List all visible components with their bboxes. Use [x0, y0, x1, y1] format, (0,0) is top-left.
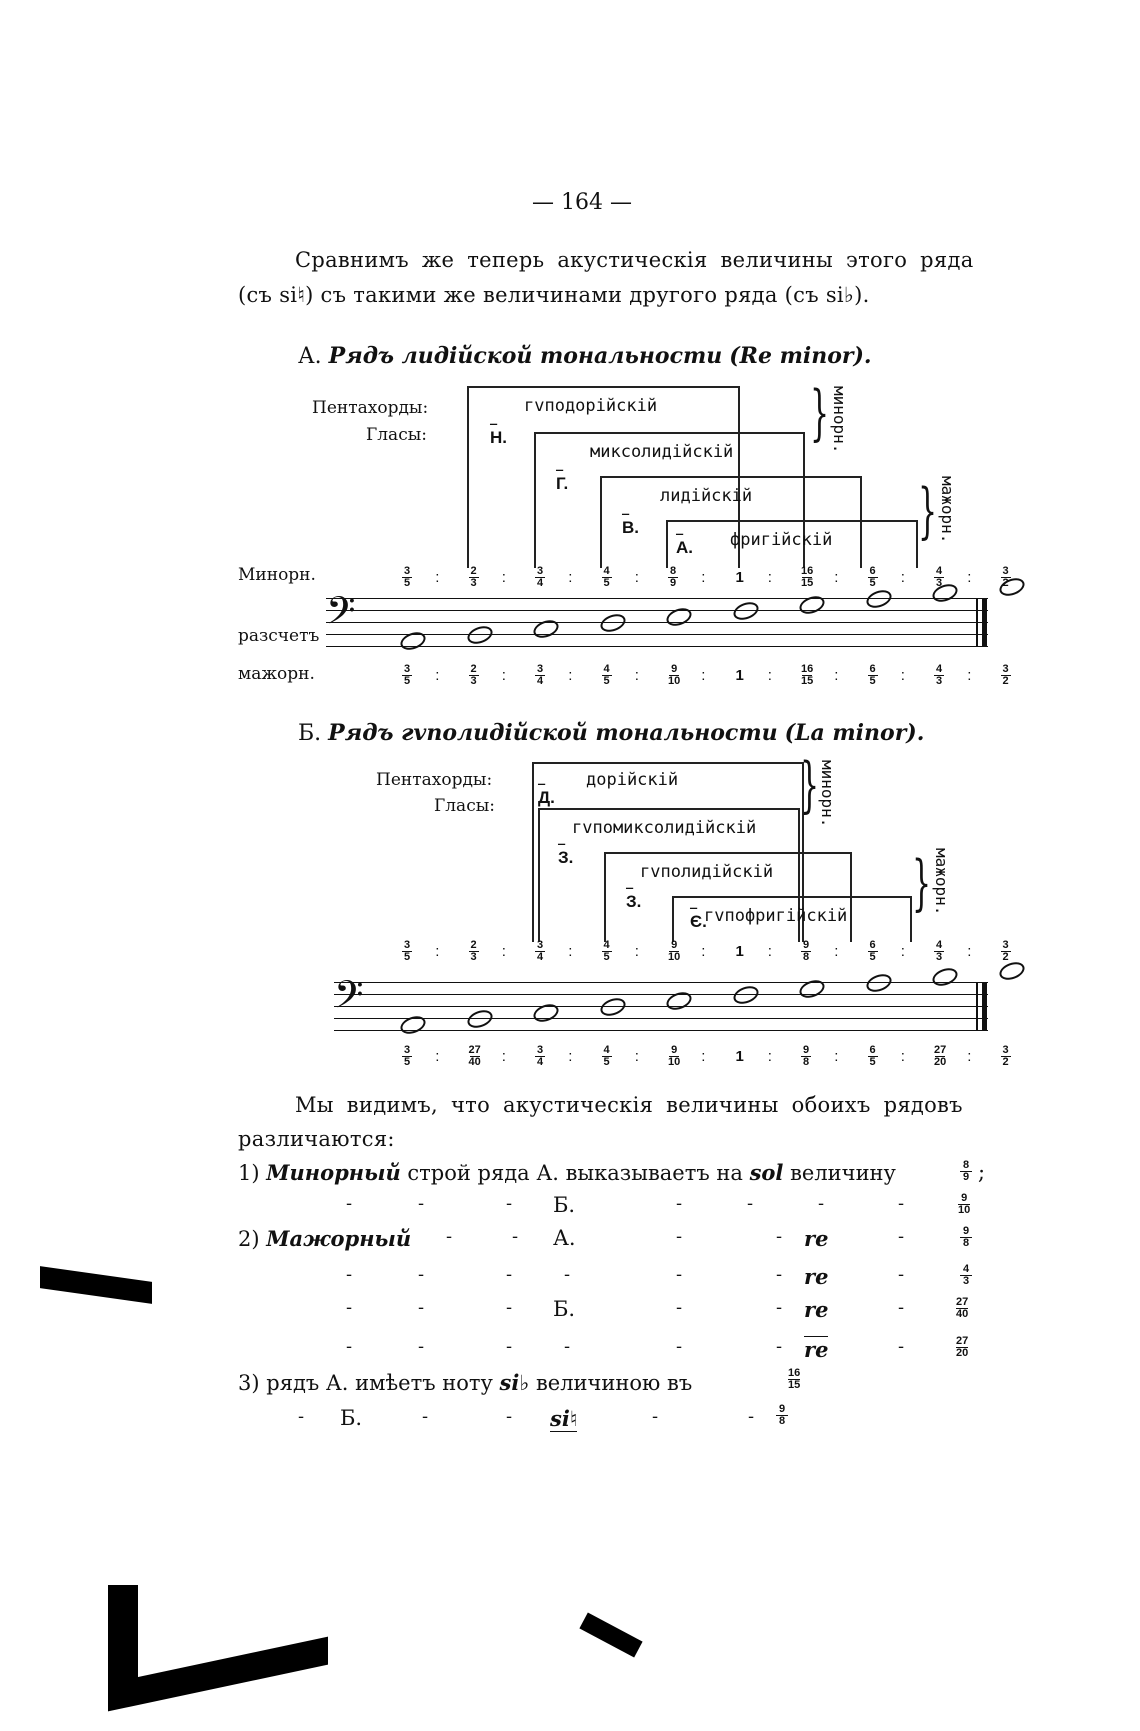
section-b-minor-separator: : — [568, 943, 573, 960]
ditto-dash: - — [898, 1297, 905, 1318]
section-a-brace-major: } — [918, 476, 938, 546]
section-b-glas-1: ‒ Д. — [538, 788, 555, 808]
section-b-box-1-label: дорійскій — [586, 770, 679, 790]
item-2-letter: А. — [553, 1226, 576, 1250]
section-a-minor-ratio: 2 3 — [470, 565, 477, 589]
section-b-pentachords-label: Пентахорды: — [376, 770, 493, 790]
item-3-text2: величиною въ — [535, 1371, 693, 1395]
section-b-minor-ratio: 9 10 — [668, 939, 681, 963]
section-b-minor-separator: : — [967, 943, 972, 960]
section-a-box-3-label: лидійскій — [660, 486, 753, 506]
section-a-minor-separator: : — [435, 569, 440, 586]
item-1b-letter: Б. — [553, 1193, 576, 1217]
ditto-dash: - — [506, 1406, 513, 1427]
item-2-number: 2) — [238, 1227, 260, 1251]
item-1-fraction: 8 9 — [960, 1160, 972, 1183]
item-1b-fraction: 9 10 — [958, 1192, 971, 1216]
section-a-major-ratio: 1 — [735, 667, 744, 684]
bass-clef-icon: 𝄢 — [334, 972, 364, 1026]
ditto-dash: - — [346, 1264, 353, 1285]
section-b-glas-3: ‒ З. — [626, 892, 641, 912]
ditto-dash: - — [418, 1193, 425, 1214]
section-b-major-separator: : — [834, 1048, 839, 1065]
section-a-major-separator: : — [701, 667, 706, 684]
ditto-dash: - — [676, 1193, 683, 1214]
section-a-major-ratio: 3 5 — [403, 663, 411, 687]
section-a-glas-4: ‒ А. — [676, 538, 693, 558]
section-a-staff — [326, 588, 988, 654]
section-b-major-ratio: 3 5 — [403, 1044, 411, 1068]
intro-line-2: (съ si♮) съ такими же величинами другого ряда (съ si♭). — [238, 283, 870, 307]
section-b-box-3-label: гvполидійскій — [640, 862, 774, 882]
item-3-note: si♭ — [499, 1370, 530, 1395]
ditto-dash: - — [676, 1297, 683, 1318]
section-a-minor-ratio: 3 4 — [536, 565, 544, 589]
item-2-term: Мажорный — [266, 1226, 412, 1251]
item-1-semicolon: ; — [978, 1160, 986, 1184]
item-2-fraction: 9 8 — [960, 1226, 972, 1249]
item-2b-note: re — [804, 1264, 829, 1289]
bass-clef-icon: 𝄢 — [326, 588, 356, 642]
section-a-minor-separator: : — [501, 569, 506, 586]
section-a-major-ratio: 3 4 — [536, 663, 544, 687]
ditto-dash: - — [346, 1193, 353, 1214]
section-b-minor-ratio: 4 5 — [603, 939, 610, 963]
section-b-major-separator: : — [435, 1048, 440, 1065]
intro-line-1: Сравнимъ же теперь акустическія величины этого ряда — [295, 248, 974, 272]
section-b-brace-major: } — [912, 848, 932, 918]
section-a-minor-ratio: 1 — [735, 569, 744, 586]
section-b-minor-separator: : — [634, 943, 639, 960]
item-2 — [238, 1226, 411, 1251]
scan-artifact — [579, 1612, 642, 1657]
section-b-brace-minor-label: минорн. — [818, 760, 837, 828]
section-b-staff — [334, 972, 988, 1038]
ditto-dash: - — [512, 1226, 519, 1247]
section-a-brace-minor-label: минорн. — [830, 386, 849, 454]
ditto-dash: - — [298, 1406, 305, 1427]
section-b-glas-4: ‒ Є. — [690, 912, 707, 932]
ditto-dash: - — [776, 1336, 783, 1357]
section-a-key: (Re minor). — [729, 343, 872, 369]
item-2d-note: re — [804, 1337, 829, 1362]
ditto-dash: - — [446, 1226, 453, 1247]
section-b-major-separator: : — [967, 1048, 972, 1065]
section-b-major-ratio: 9 8 — [802, 1044, 810, 1068]
item-1 — [238, 1160, 896, 1185]
section-b-major-ratio: 9 10 — [668, 1044, 681, 1068]
item-1-text: строй ряда А. выказываетъ на — [407, 1161, 743, 1185]
section-a-major-label: мажорн. — [238, 664, 315, 684]
section-b-minor-ratio: 2 3 — [470, 939, 477, 963]
item-3b-note: si♮ — [550, 1406, 578, 1431]
section-a-minor-ratio: 3 5 — [403, 565, 411, 589]
section-b-minor-ratio: 3 4 — [536, 939, 544, 963]
scan-artifact — [40, 1266, 152, 1304]
ditto-dash: - — [676, 1336, 683, 1357]
item-2b-fraction: 4 3 — [960, 1264, 972, 1287]
section-b-brace-minor: } — [800, 750, 820, 820]
ditto-dash: - — [422, 1406, 429, 1427]
section-a-minor-ratio: 6 5 — [869, 565, 876, 589]
section-b-minor-ratio: 9 8 — [802, 939, 810, 963]
section-b-major-separator: : — [701, 1048, 706, 1065]
section-b-major-separator: : — [501, 1048, 506, 1065]
section-b-title: Рядъ гvполидійской тональности — [328, 720, 778, 746]
section-a-prefix: А. — [298, 344, 322, 369]
section-b-minor-separator: : — [435, 943, 440, 960]
ditto-dash: - — [898, 1264, 905, 1285]
item-3-text1: рядъ А. имѣетъ ноту — [266, 1371, 493, 1395]
ditto-dash: - — [818, 1193, 825, 1214]
section-a-minor-separator: : — [834, 569, 839, 586]
item-3b-letter: Б. — [340, 1406, 363, 1430]
section-b-minor-separator: : — [501, 943, 506, 960]
section-a-pentachords-label: Пентахорды: — [312, 398, 429, 418]
section-a-major-separator: : — [568, 667, 573, 684]
ditto-dash: - — [776, 1226, 783, 1247]
section-a-major-separator: : — [767, 667, 772, 684]
ditto-dash: - — [564, 1264, 571, 1285]
ditto-dash: - — [776, 1264, 783, 1285]
item-2d-fraction: 27 20 — [956, 1335, 969, 1359]
item-2c-fraction: 27 40 — [956, 1296, 969, 1320]
page-number: — 164 — — [532, 190, 632, 215]
ditto-dash: - — [346, 1297, 353, 1318]
section-a-minor-separator: : — [900, 569, 905, 586]
item-2-note: re — [804, 1226, 829, 1251]
ditto-dash: - — [652, 1406, 659, 1427]
ditto-dash: - — [418, 1336, 425, 1357]
section-a-glas-3: ‒ В. — [622, 518, 639, 538]
section-a-glas-1: ‒ Н. — [490, 428, 507, 448]
section-b-box-2-label: гvпомиксолидійскій — [572, 818, 757, 838]
section-b-major-separator: : — [900, 1048, 905, 1065]
section-a-major-ratio: 6 5 — [869, 663, 876, 687]
section-b-major-ratio: 3 2 — [1002, 1044, 1009, 1068]
section-a-box-4-label: фригійскій — [730, 530, 833, 550]
section-b-key: (La minor). — [784, 720, 925, 746]
ditto-dash: - — [676, 1226, 683, 1247]
item-3 — [238, 1370, 692, 1395]
section-b-brace-major-label: мажорн. — [932, 848, 951, 916]
section-a-major-ratio: 4 5 — [603, 663, 610, 687]
section-b-major-ratio: 27 20 — [934, 1044, 947, 1068]
section-a-minor-ratio: 3 2 — [1002, 565, 1009, 589]
ditto-dash: - — [506, 1264, 513, 1285]
ditto-dash: - — [676, 1264, 683, 1285]
section-a-minor-separator: : — [967, 569, 972, 586]
section-a-major-separator: : — [900, 667, 905, 684]
item-3-number: 3) — [238, 1371, 260, 1395]
section-a-calc-label: разсчетъ — [238, 626, 320, 646]
section-a-heading — [298, 343, 872, 369]
conclusion-line-1: Мы видимъ, что акустическія величины обоихъ рядовъ — [295, 1093, 963, 1117]
ditto-dash: - — [346, 1336, 353, 1357]
section-a-major-ratio: 3 2 — [1002, 663, 1009, 687]
ditto-dash: - — [898, 1193, 905, 1214]
section-a-minor-label: Минорн. — [238, 565, 316, 585]
ditto-dash: - — [506, 1193, 513, 1214]
section-b-minor-ratio: 3 2 — [1002, 939, 1009, 963]
section-b-major-ratio: 27 40 — [468, 1044, 481, 1068]
section-b-heading — [298, 720, 924, 746]
section-a-glasy-label: Гласы: — [366, 425, 427, 445]
section-a-minor-ratio: 4 5 — [603, 565, 610, 589]
ditto-dash: - — [898, 1226, 905, 1247]
section-a-glas-2: ‒ Г. — [556, 474, 568, 494]
section-b-minor-ratio: 6 5 — [869, 939, 876, 963]
section-a-minor-ratio: 8 9 — [669, 565, 677, 589]
scan-artifact — [108, 1637, 328, 1712]
section-a-minor-separator: : — [634, 569, 639, 586]
section-b-major-separator: : — [634, 1048, 639, 1065]
section-b-minor-ratio: 3 5 — [403, 939, 411, 963]
section-a-minor-ratio: 16 15 — [801, 565, 814, 589]
section-a-title: Рядъ лидійской тональности — [328, 343, 723, 369]
section-a-brace-major-label: мажорн. — [938, 476, 957, 544]
section-a-minor-separator: : — [568, 569, 573, 586]
ditto-dash: - — [506, 1336, 513, 1357]
item-2c-note: re — [804, 1297, 829, 1322]
section-b-major-separator: : — [767, 1048, 772, 1065]
section-a-box-2-label: миксолидійскій — [590, 442, 734, 462]
section-b-minor-separator: : — [767, 943, 772, 960]
section-b-major-ratio: 4 5 — [603, 1044, 610, 1068]
section-b-minor-separator: : — [701, 943, 706, 960]
section-b-box-4-label: гvпофригійскій — [704, 906, 848, 926]
ditto-dash: - — [776, 1297, 783, 1318]
section-b-major-separator: : — [568, 1048, 573, 1065]
section-a-brace-minor: } — [810, 378, 830, 448]
item-1-number: 1) — [238, 1161, 260, 1185]
section-b-minor-ratio: 1 — [735, 943, 744, 960]
ditto-dash: - — [748, 1406, 755, 1427]
section-b-glasy-label: Гласы: — [434, 796, 495, 816]
section-b-major-ratio: 1 — [735, 1048, 744, 1065]
section-b-minor-separator: : — [834, 943, 839, 960]
section-a-box-1-label: гvподорійскій — [524, 396, 658, 416]
conclusion-line-2: различаются: — [238, 1127, 395, 1151]
item-3-fraction: 16 15 — [788, 1367, 801, 1391]
section-b-major-ratio: 6 5 — [869, 1044, 876, 1068]
item-1-rest: величину — [790, 1161, 896, 1185]
section-a-major-ratio: 4 3 — [935, 663, 943, 687]
ditto-dash: - — [418, 1297, 425, 1318]
section-a-minor-ratio: 4 3 — [935, 565, 943, 589]
ditto-dash: - — [747, 1193, 754, 1214]
section-a-minor-separator: : — [701, 569, 706, 586]
ditto-dash: - — [564, 1336, 571, 1357]
section-a-major-ratio: 9 10 — [668, 663, 681, 687]
section-b-prefix: Б. — [298, 721, 322, 746]
section-b-minor-separator: : — [900, 943, 905, 960]
section-a-major-separator: : — [967, 667, 972, 684]
ditto-dash: - — [506, 1297, 513, 1318]
section-b-major-ratio: 3 4 — [536, 1044, 544, 1068]
item-2c-letter: Б. — [553, 1297, 576, 1321]
section-a-minor-separator: : — [767, 569, 772, 586]
section-b-glas-2: ‒ З. — [558, 848, 573, 868]
section-a-major-ratio: 2 3 — [470, 663, 477, 687]
item-3b-fraction: 9 8 — [776, 1404, 788, 1427]
section-a-major-separator: : — [435, 667, 440, 684]
section-a-major-ratio: 16 15 — [801, 663, 814, 687]
section-b-minor-ratio: 4 3 — [935, 939, 943, 963]
section-a-major-separator: : — [834, 667, 839, 684]
ditto-dash: - — [898, 1336, 905, 1357]
item-1-note: sol — [749, 1160, 784, 1185]
section-a-major-separator: : — [501, 667, 506, 684]
item-1-term: Минорный — [266, 1160, 401, 1185]
section-a-major-separator: : — [634, 667, 639, 684]
ditto-dash: - — [418, 1264, 425, 1285]
